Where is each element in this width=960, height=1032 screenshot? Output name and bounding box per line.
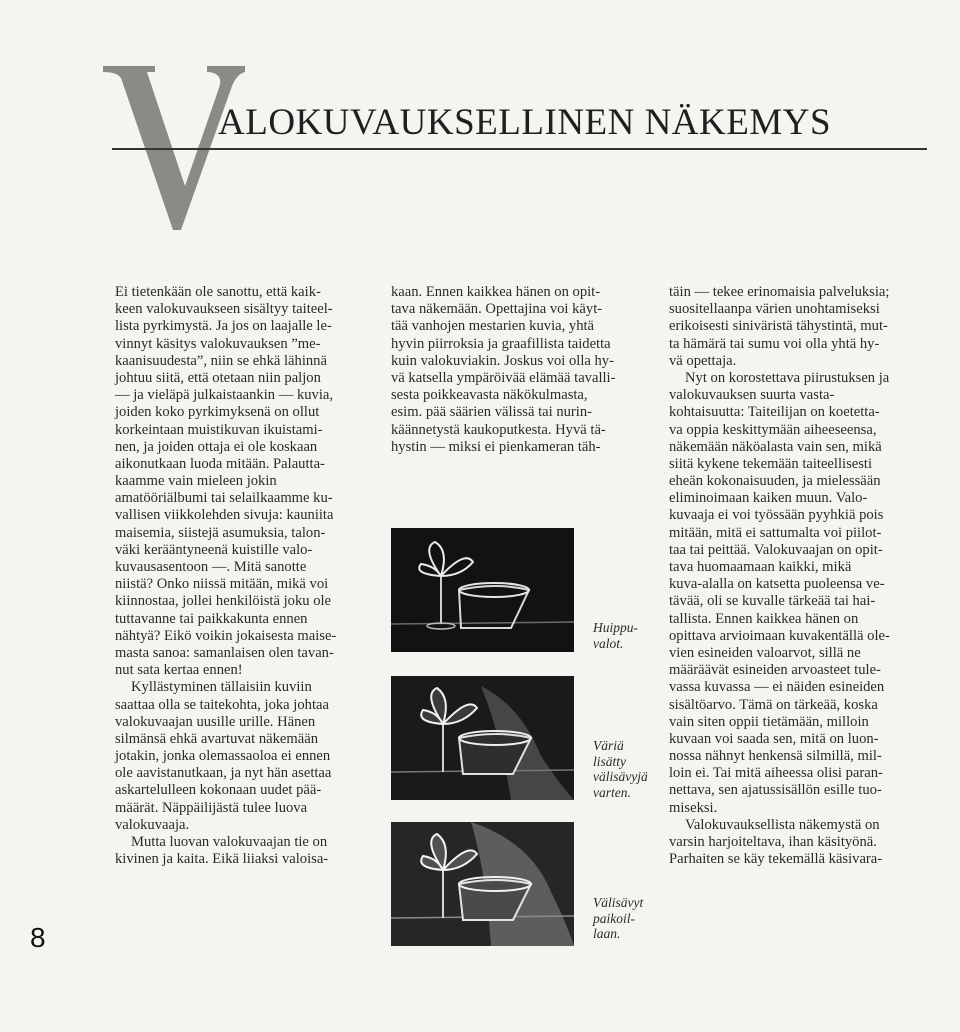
text-line: erikoisesti siniväristä tähystintä, mut-: [669, 318, 888, 335]
text-line: tävää, oli se kuvalle tärkeää tai hai-: [669, 593, 876, 610]
text-line: täin — tekee erinomaisia palveluksia;: [669, 284, 890, 300]
text-column-3: [669, 284, 931, 868]
caption-line: varten.: [593, 784, 631, 800]
text-line: tava huomaamaan kaikki, mikä: [669, 559, 852, 575]
text-line: joiden koko pyrkimyksenä on ollut: [115, 404, 320, 421]
text-line: määrät. Näppäilijästä tulee luova: [115, 799, 308, 816]
glass-still-life-photo-2: [391, 676, 574, 800]
title-rule: [112, 148, 927, 150]
dropcap-letter-v: [103, 58, 245, 230]
text-line: maisemia, siistejä asumuksia, talon-: [115, 524, 326, 541]
text-line: vien esineiden valoarvot, sillä ne: [669, 644, 861, 661]
text-line: vain siten oppii tietämään, milloin: [669, 713, 869, 730]
text-line: kaan. Ennen kaikkea hänen on opit-: [391, 284, 601, 300]
photo-color-added: [391, 676, 574, 800]
text-line: Mutta luovan valokuvaajan tie on: [131, 834, 328, 850]
text-line: mitään, mitä ei sattumalta voi piilot-: [669, 524, 882, 541]
text-column-1: [115, 284, 370, 868]
text-line: nähtyä? Eikö voikin jokaisesta maise-: [115, 627, 337, 644]
page-number: 8: [30, 922, 46, 953]
caption-1: [593, 620, 658, 651]
text-line: hystin — miksi ei pienkameran täh-: [391, 438, 601, 455]
text-line: vinnyt käsitys valokuvauksen ”me-: [115, 335, 321, 352]
text-line: käännetystä kaukoputkesta. Hyvä tä-: [391, 421, 606, 438]
text-line: Nyt on korostettava piirustuksen ja: [685, 369, 890, 386]
caption-line: Väriä: [593, 738, 624, 753]
page-title: ALOKUVAUKSELLINEN NÄKEMYS: [218, 102, 832, 143]
text-line: tallista. Ennen kaikkea hänen on: [669, 610, 859, 627]
text-line: kohtaisuutta: Taiteilijan on koetetta-: [669, 404, 880, 421]
text-line: vä opettaja.: [669, 352, 737, 369]
text-line: jotakin, jonka olemassaoloa ei ennen: [115, 748, 331, 765]
photo-highlights: [391, 528, 574, 652]
text-line: Valokuvauksellista näkemystä on: [685, 816, 880, 833]
text-line: kuvausasentoon —. Mitä sanotte: [115, 559, 307, 575]
text-line: kaanisuudesta”, niin se ehkä lähinnä: [115, 352, 327, 369]
text-line: valokuvaajan uusille urille. Hänen: [115, 713, 316, 730]
text-line: suositellaanpa värien unohtamiseksi: [669, 301, 880, 318]
text-line: kiinnostaa, jollei henkilöistä joku ole: [115, 593, 332, 610]
text-line: keen valokuvaukseen sisältyy taiteel-: [115, 301, 333, 318]
text-line: nettava, sen ajatussisällön esille tuo-: [669, 782, 882, 799]
text-line: tuttavanne tai paikkakunta ennen: [115, 610, 308, 627]
caption-line: lisätty: [593, 753, 626, 769]
caption-line: paikoil-: [593, 910, 635, 926]
caption-line: Välisävyt: [593, 895, 644, 910]
text-line: eheän kokonaisuuden, ja mielessään: [669, 473, 881, 490]
text-line: näkemään näköalasta vain sen, mikä: [669, 438, 882, 455]
caption-line: laan.: [593, 926, 621, 941]
text-line: nen, ja joiden ottaja ei ole koskaan: [115, 438, 318, 455]
caption-2: [593, 738, 658, 800]
text-line: masta sanoa: samanlaisen olen tavan-: [115, 644, 334, 661]
text-line: valokuvaaja.: [115, 816, 190, 833]
text-line: va oppia keskittymään aiheeseensa,: [669, 421, 877, 438]
text-line: saattaa olla se taitekohta, joka johtaa: [115, 696, 329, 713]
text-line: korkeintaan muistikuvan ikuistami-: [115, 421, 323, 438]
text-line: silmänsä ehkä avartuvat näkemään: [115, 730, 319, 747]
text-line: esim. pää säärien välissä tai nurin-: [391, 404, 592, 421]
text-column-2: [391, 284, 646, 456]
dropcap-text: V: [103, 58, 104, 59]
text-line: Kyllästyminen tällaisiin kuviin: [131, 679, 312, 696]
glass-still-life-photo-3: [391, 822, 574, 946]
glass-still-life-photo-1: [391, 528, 574, 652]
text-line: määräävät esineiden arvoasteet tule-: [669, 662, 881, 679]
text-line: lista pyrkimystä. Ja jos on laajalle le-: [115, 318, 332, 335]
text-line: väki kerääntyneenä kuistille valo-: [115, 541, 313, 558]
caption-line: Huippu-: [593, 620, 638, 635]
photo-midtones: [391, 822, 574, 946]
text-line: loin ei. Tai mitä aiheessa olisi paran-: [669, 765, 883, 782]
text-line: nut sata kertaa ennen!: [115, 662, 243, 679]
text-line: sesta poikkeavasta näkökulmasta,: [391, 387, 588, 404]
text-line: ta hämärä tai sumu voi olla yhtä hy-: [669, 335, 880, 352]
text-line: askartelulleen kokonaan uudet pää-: [115, 782, 322, 799]
text-line: siitä kykene tekemään taiteellisesti: [669, 455, 873, 472]
text-line: vä katsella ympäröivää elämää tavalli-: [391, 369, 616, 386]
text-line: kivinen ja kaita. Eikä liiaksi valoisa-: [115, 851, 329, 868]
text-line: kuva-alalla on katsetta puoleensa ve-: [669, 576, 885, 593]
text-line: miseksi.: [669, 799, 718, 816]
text-line: taa tai peittää. Valokuvaajan on opit-: [669, 541, 883, 558]
text-line: amatööriälbumi tai selailkaamme ku-: [115, 490, 333, 507]
text-line: varsin harjoiteltava, ihan käsityönä.: [669, 834, 877, 850]
text-line: eliminoimaan kaiken muun. Valo-: [669, 490, 868, 507]
text-line: niistä? Onko niissä mitään, mikä voi: [115, 576, 329, 593]
text-line: Parhaiten se käy tekemällä käsivara-: [669, 851, 883, 868]
text-line: tava näkemään. Opettajina voi käyt-: [391, 301, 603, 318]
text-line: — ja vieläpä julkaistaankin — kuvia,: [115, 387, 334, 404]
text-line: opittava arvioimaan kuvakentällä ole-: [669, 627, 890, 644]
text-line: ole aavistanutkaan, ja nyt hän asettaa: [115, 765, 332, 782]
text-line: kuvaaja ei voi työssään pyyhkiä pois: [669, 507, 884, 524]
text-line: kaamme vain mieleen jokin: [115, 473, 277, 490]
text-line: kuin valokuviakin. Joskus voi olla hy-: [391, 352, 614, 369]
text-line: Ei tietenkään ole sanottu, että kaik-: [115, 284, 321, 300]
text-line: valokuvauksen suurta vasta-: [669, 387, 835, 404]
text-line: johtuu siitä, että otetaan niin paljon: [115, 369, 321, 386]
text-line: nossa nähnyt henkensä silmillä, mil-: [669, 748, 882, 765]
text-line: kuvaan voi saada sen, mitä on luon-: [669, 730, 879, 747]
text-line: sisältöarvo. Tämä on tärkeää, koska: [669, 696, 878, 713]
caption-line: välisävyjä: [593, 769, 648, 784]
caption-line: valot.: [593, 635, 624, 651]
text-line: hyvin piirroksia ja graafillista taidetta: [391, 335, 611, 352]
text-line: aikonutkaan luoda mitään. Palautta-: [115, 455, 325, 472]
caption-3: [593, 895, 658, 942]
text-line: tää vanhojen mestarien kuvia, yhtä: [391, 318, 595, 335]
text-line: vassa kuvassa — ei näiden esineiden: [669, 679, 885, 696]
text-line: vallisen viikkolehden sivuja: kauniita: [115, 507, 334, 524]
